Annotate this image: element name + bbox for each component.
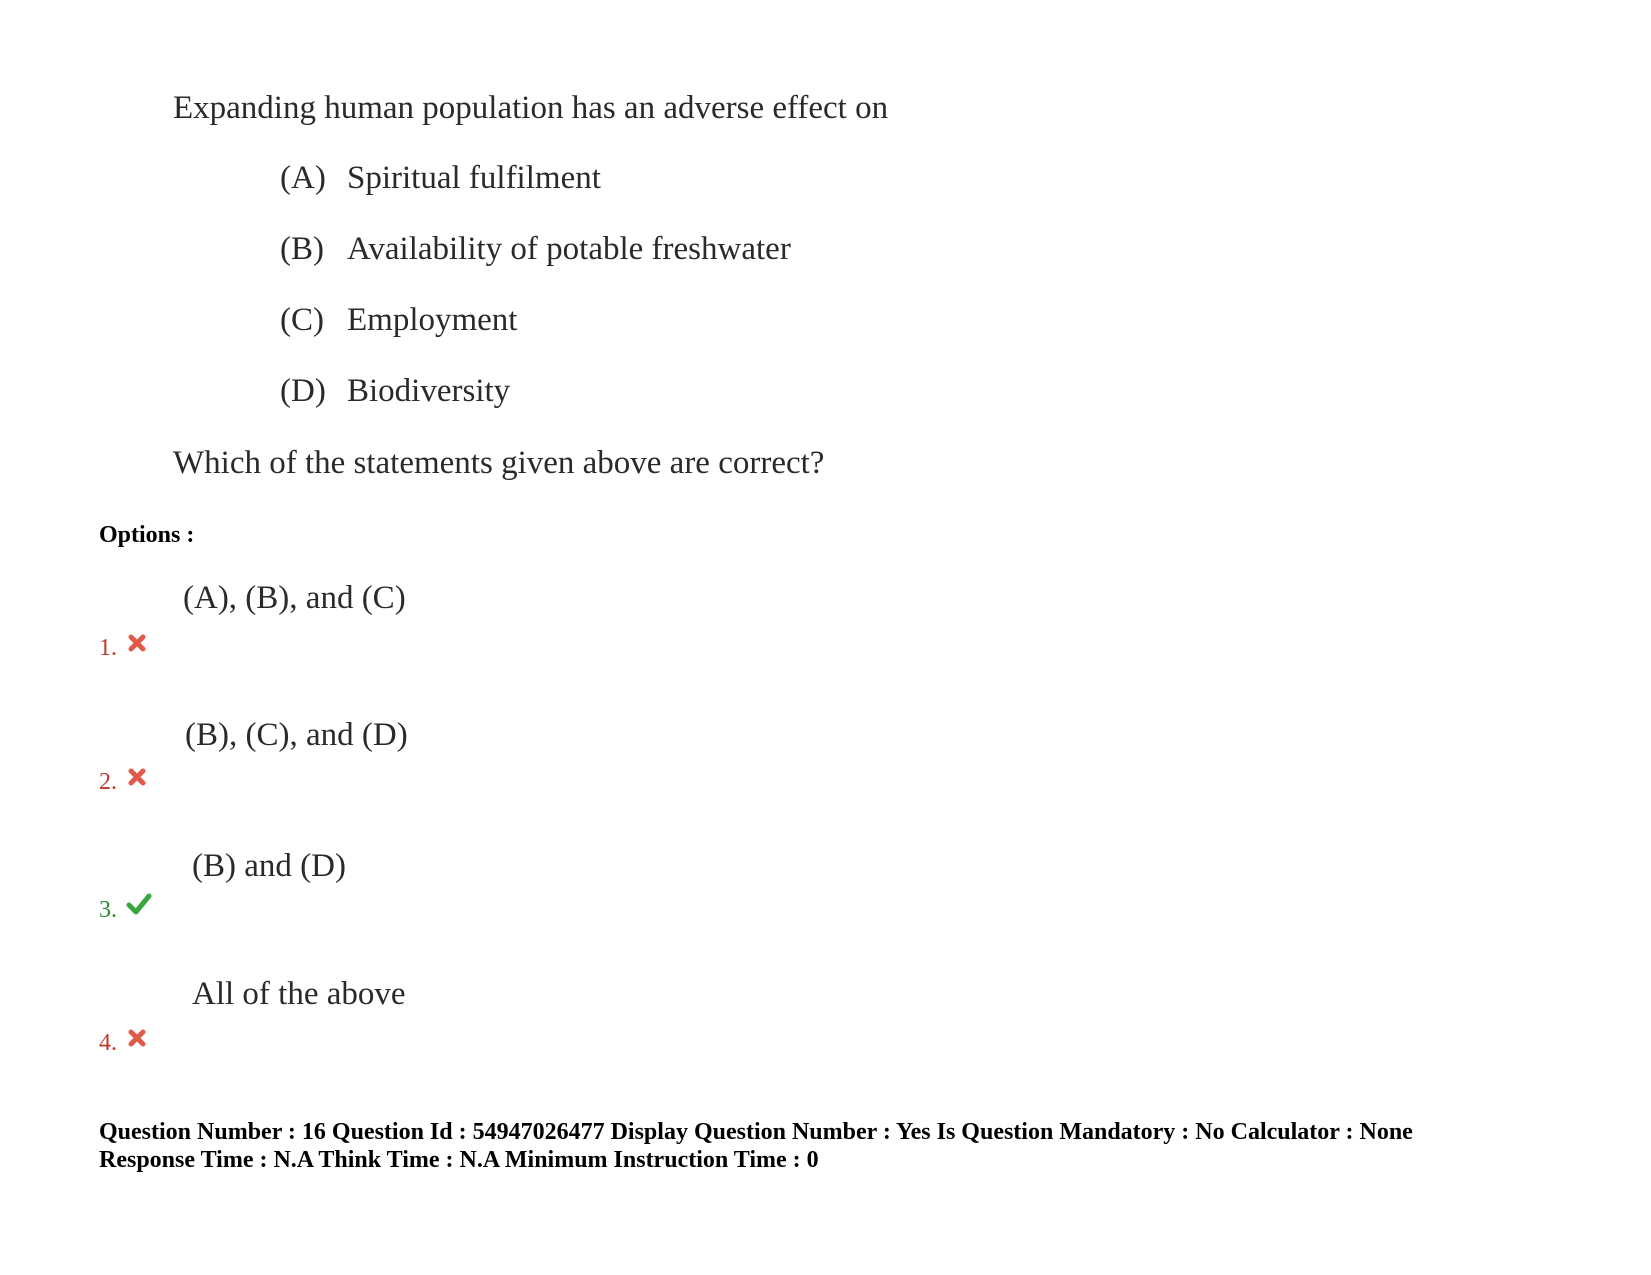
metadata-line-2: Response Time : N.A Think Time : N.A Minimum Instruction Time : 0	[99, 1147, 819, 1173]
cross-icon	[126, 632, 148, 654]
options-heading: Options :	[99, 522, 195, 548]
option-text: (B) and (D)	[192, 848, 346, 884]
statement-item	[280, 158, 791, 229]
option-number: 2.	[99, 769, 117, 795]
question-prompt: Which of the statements given above are correct?	[173, 445, 825, 481]
question-stem: Expanding human population has an adverse effect on	[173, 90, 889, 126]
option-number: 3.	[99, 897, 117, 923]
option-text: (B), (C), and (D)	[185, 717, 408, 753]
option-4[interactable]	[99, 974, 799, 1054]
question-block	[173, 88, 1073, 481]
question-metadata	[99, 1118, 1413, 1174]
option-3[interactable]	[99, 846, 799, 926]
option-1[interactable]	[99, 578, 799, 661]
option-text: (A), (B), and (C)	[183, 580, 406, 616]
statement-item	[280, 300, 791, 371]
statement-text: Employment	[347, 302, 518, 338]
metadata-line-1: Question Number : 16 Question Id : 54947026477 Display Question Number : Yes Is Question Mandatory : No Calculator : None	[99, 1119, 1413, 1145]
statement-list	[280, 158, 791, 442]
option-number: 4.	[99, 1030, 117, 1056]
checkmark-icon	[126, 892, 152, 916]
option-number: 1.	[99, 635, 117, 661]
statement-text: Availability of potable freshwater	[347, 231, 791, 267]
statement-tag: (A)	[280, 160, 326, 196]
cross-icon	[126, 1027, 148, 1049]
statement-text: Spiritual fulfilment	[347, 160, 601, 196]
statement-item	[280, 229, 791, 300]
option-2[interactable]	[99, 715, 799, 795]
cross-icon	[126, 766, 148, 788]
statement-text: Biodiversity	[347, 373, 511, 409]
statement-tag: (D)	[280, 373, 326, 409]
statement-item	[280, 371, 791, 442]
statement-tag: (B)	[280, 231, 324, 267]
statement-tag: (C)	[280, 302, 324, 338]
option-text: All of the above	[192, 976, 406, 1012]
